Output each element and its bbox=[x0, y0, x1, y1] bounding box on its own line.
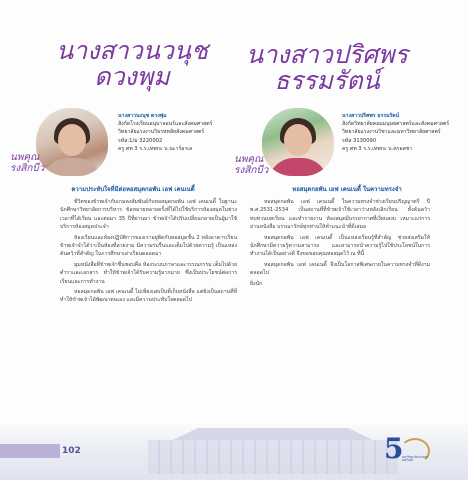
right-signature bbox=[234, 154, 268, 176]
left-info-line: ครู ศท 3 ร.ร.เทพกะ บ.นะาร์อาเล bbox=[118, 145, 193, 152]
left-author-name: นางสาวนงนุช ดวงพุ่ม bbox=[118, 113, 167, 119]
page-number: 102 bbox=[62, 446, 81, 456]
left-info-line: สังกัดโรงเรียนอนุบาลอนร์และสังคมศาสตร์ bbox=[118, 121, 213, 128]
left-section-title: ความประทับใจที่มีต่อหอสมุดกอพัน เอฟ เคนเนดี้ bbox=[71, 186, 195, 193]
closing-text: ยิ่งนัก bbox=[250, 280, 263, 287]
right-info-line: วิทยาลัยแรงงานวิชาและมหาวิทยาลัยศาสตร์ bbox=[342, 129, 441, 136]
left-signature bbox=[10, 152, 44, 174]
right-info-line: สังกัดวิทยาลัยคอมมนุษยศาสตร์และสังคมศาสตร์ bbox=[342, 121, 450, 128]
paragraph: ห้องเรียนและห้องปฏิบัติการของเราอยู่ติดกับหอสมุดชั้น 2 หลังอาคารเรียน ข้าพเจ้าจำได้ว่าเป็นห้องที่สวยงาม มีความร่มรื่นและเต็มไปด้วยความรู้ เป็นแหล่งค้นคว้าที่สำคัญ ในการศึกษาเล่าเรียนตลอดมา bbox=[60, 234, 237, 258]
page-number-bar bbox=[0, 444, 60, 458]
right-section-title: หอสมุดกอพัน เอฟ เคนเนดี้ ในความทรงจำ bbox=[292, 186, 402, 193]
building-illustration bbox=[148, 428, 398, 474]
right-handwritten-name-line-2: ธรรมรัตน์ bbox=[274, 66, 380, 96]
left-signature-line-2: รงสิกบีว bbox=[10, 163, 45, 174]
paragraph: หอสมุดกอพัน เอฟ เคนเนดี้ ไม่เพียงแต่เป็นที่เก็บหนังสือ แต่ยังเป็นสถานที่ที่ทำให้ข้าพเจ้าได้พัฒนาตนเอง และมีความประทับใจตลอดไป bbox=[60, 289, 237, 304]
left-handwritten-name bbox=[52, 38, 212, 91]
paragraph: หอสมุดกอพัน เอฟ เคนเนดี้ เป็นแหล่งเรียนรู้ที่สำคัญ ช่วยส่งเสริมให้นักศึกษามีความรู้ความสามารถ และสามารถนำความรู้ไปใช้ประโยชน์ในการทำงานได้เป็นอย่างดี จึงขอขอบคุณหอสมุดไว้ ณ ที่นี้ bbox=[250, 234, 430, 258]
left-signature-line-1: นพคุณ bbox=[10, 152, 40, 163]
anniversary-logo bbox=[384, 434, 434, 470]
left-info-line: รหัส:1/ม 3220002 bbox=[118, 137, 163, 144]
left-author-info bbox=[118, 112, 243, 153]
right-handwritten-name bbox=[242, 42, 412, 95]
left-handwritten-name-line-2: ดวงพุม bbox=[94, 62, 170, 92]
logo-number: 5 bbox=[384, 432, 404, 465]
right-info-line: รหัส 3130090 bbox=[342, 137, 377, 144]
left-handwritten-name-line-1: นางสาวนวนุช bbox=[56, 36, 208, 65]
right-signature-line-2: รงสิกบีว bbox=[234, 165, 269, 176]
left-article-body bbox=[60, 198, 237, 307]
right-info-line: ครู ศท 3 ร.ร.เทพกะ บ.ครอสชา bbox=[342, 145, 413, 152]
left-info-line: วิทยาลัยแรงงานวิธรหทลัยสังคมศาสตร์ bbox=[118, 129, 205, 136]
right-article-body bbox=[250, 198, 430, 288]
paragraph: หอสมุดกอพัน เอฟ เคนเนดี้ ในความทรงจำช่วงเรียนปริญญาตรี ปี พ.ศ.2531-2534 เป็นสถานที่ที่ข้าพเจ้าใช้เวลาว่างหลังเลิกเรียน ทั้งค้นคว้า ทบทวนบทเรียน และทำรายงาน ห้องสมุดมีบรรยากาศที่เงียบสงบ เหมาะแก่การอ่านหนังสือ บรรณารักษ์ทุกท่านให้คำแนะนำที่ดีเสมอ bbox=[250, 199, 430, 231]
right-signature-line-1: นพคุณ bbox=[234, 154, 264, 165]
paragraph: ชีวิตของข้าพเจ้ากับเกมคงสัมพันธ์กับหอสมุดกอพัน เอฟ เคนเนดี้ ในฐานะนักศึกษาวิทยาลัยการบริหาร ข้อหมายหลายครั้งที่ได้ไปใช้บริการห้องสมุดในช่วงเวลาที่ได้เรียน และต่อมา 35 ปีที่ผ่านมา ข้าพเจ้าได้ปรับเปลี่ยนกลายเป็นผู้มาใช้บริการห้องสมุดประจำ bbox=[60, 199, 237, 231]
paragraph: หอสมุดกอพัน เอฟ เคนเนดี้ จึงเป็นโอกาสพิเศษภายในความทรงจำที่ดีงามตลอดไป bbox=[250, 261, 430, 277]
paragraph: มุมหนังสือที่ข้าพเจ้าชื่นชอบคือ ห้องระบบภาษาและวรรณกรรม เต็มไปด้วยตำราและเอกสาร ทำให้ข้าพเจ้าได้รับความรู้มากมาย ซึ่งเป็นประโยชน์ต่อการเรียนและการทำงาน bbox=[60, 261, 237, 285]
left-portrait-photo bbox=[36, 108, 108, 176]
right-author-info bbox=[342, 112, 462, 153]
right-portrait-photo bbox=[262, 108, 334, 176]
right-author-name: นางสาวปริศพร ธรรมรัตน์ bbox=[342, 113, 400, 119]
right-handwritten-name-line-1: นางสาวปริศพร bbox=[246, 40, 408, 69]
logo-text: มหาวิทยาลัย สงขลานครินทร์ bbox=[402, 455, 429, 463]
